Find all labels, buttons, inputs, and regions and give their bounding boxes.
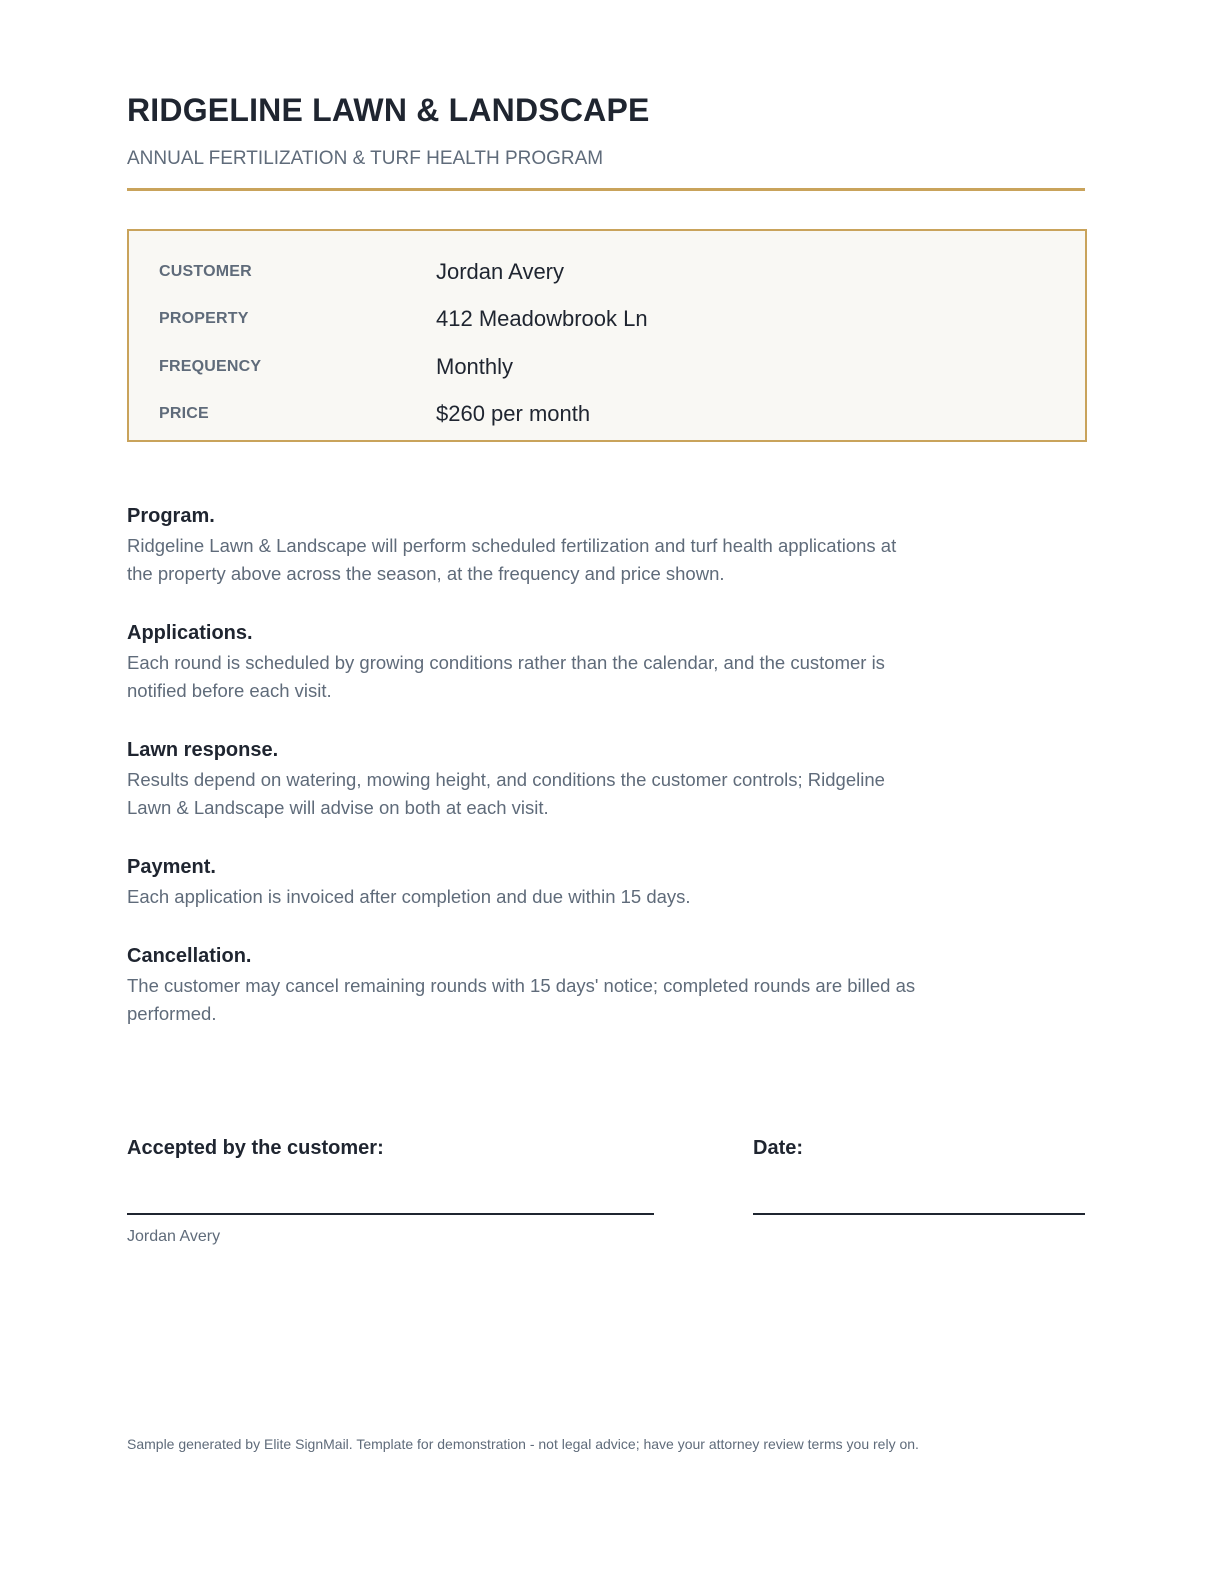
details-box bbox=[127, 229, 1087, 442]
detail-value: Jordan Avery bbox=[436, 259, 565, 284]
section-body: Results depend on watering, mowing height, and conditions the customer controls; Ridgeline Lawn & Landscape will advise on both at each visit. bbox=[127, 769, 885, 818]
detail-row-property bbox=[129, 299, 1085, 339]
detail-label: FREQUENCY bbox=[159, 358, 262, 375]
section-heading: Lawn response. bbox=[127, 739, 279, 761]
date-label: Date: bbox=[753, 1137, 804, 1159]
date-signature-line[interactable] bbox=[753, 1213, 1085, 1215]
detail-value: Monthly bbox=[436, 354, 514, 379]
company-name: RIDGELINE LAWN & LANDSCAPE bbox=[127, 92, 650, 128]
section-applications bbox=[127, 619, 927, 705]
signer-name: Jordan Avery bbox=[127, 1228, 221, 1245]
section-lawn-response bbox=[127, 736, 927, 822]
detail-row-frequency bbox=[129, 347, 1085, 387]
section-body: Each round is scheduled by growing conditions rather than the calendar, and the customer is notified before each visit. bbox=[127, 652, 885, 701]
section-body: Ridgeline Lawn & Landscape will perform scheduled fertilization and turf health applications at the property above across the season, at the frequency and price shown. bbox=[127, 535, 897, 584]
detail-row-price bbox=[129, 394, 1085, 434]
section-payment bbox=[127, 853, 927, 911]
detail-label: CUSTOMER bbox=[159, 263, 252, 280]
detail-row-customer bbox=[129, 252, 1085, 292]
footer-disclaimer: Sample generated by Elite SignMail. Template for demonstration - not legal advice; have your attorney review terms you rely on. bbox=[127, 1436, 919, 1452]
customer-signature-line[interactable] bbox=[127, 1213, 654, 1215]
section-body: Each application is invoiced after completion and due within 15 days. bbox=[127, 886, 691, 907]
section-heading: Payment. bbox=[127, 856, 216, 878]
section-heading: Program. bbox=[127, 505, 215, 527]
section-heading: Applications. bbox=[127, 622, 253, 644]
detail-label: PROPERTY bbox=[159, 310, 249, 327]
header-divider bbox=[127, 188, 1085, 191]
section-body: The customer may cancel remaining rounds with 15 days' notice; completed rounds are billed as performed. bbox=[127, 975, 916, 1024]
section-cancellation bbox=[127, 942, 927, 1028]
detail-label: PRICE bbox=[159, 405, 209, 422]
detail-value: 412 Meadowbrook Ln bbox=[436, 306, 648, 331]
accepted-label: Accepted by the customer: bbox=[127, 1137, 384, 1159]
section-program bbox=[127, 502, 927, 588]
section-heading: Cancellation. bbox=[127, 945, 252, 967]
detail-value: $260 per month bbox=[436, 401, 591, 426]
document-subtitle: ANNUAL FERTILIZATION & TURF HEALTH PROGRAM bbox=[127, 148, 604, 169]
